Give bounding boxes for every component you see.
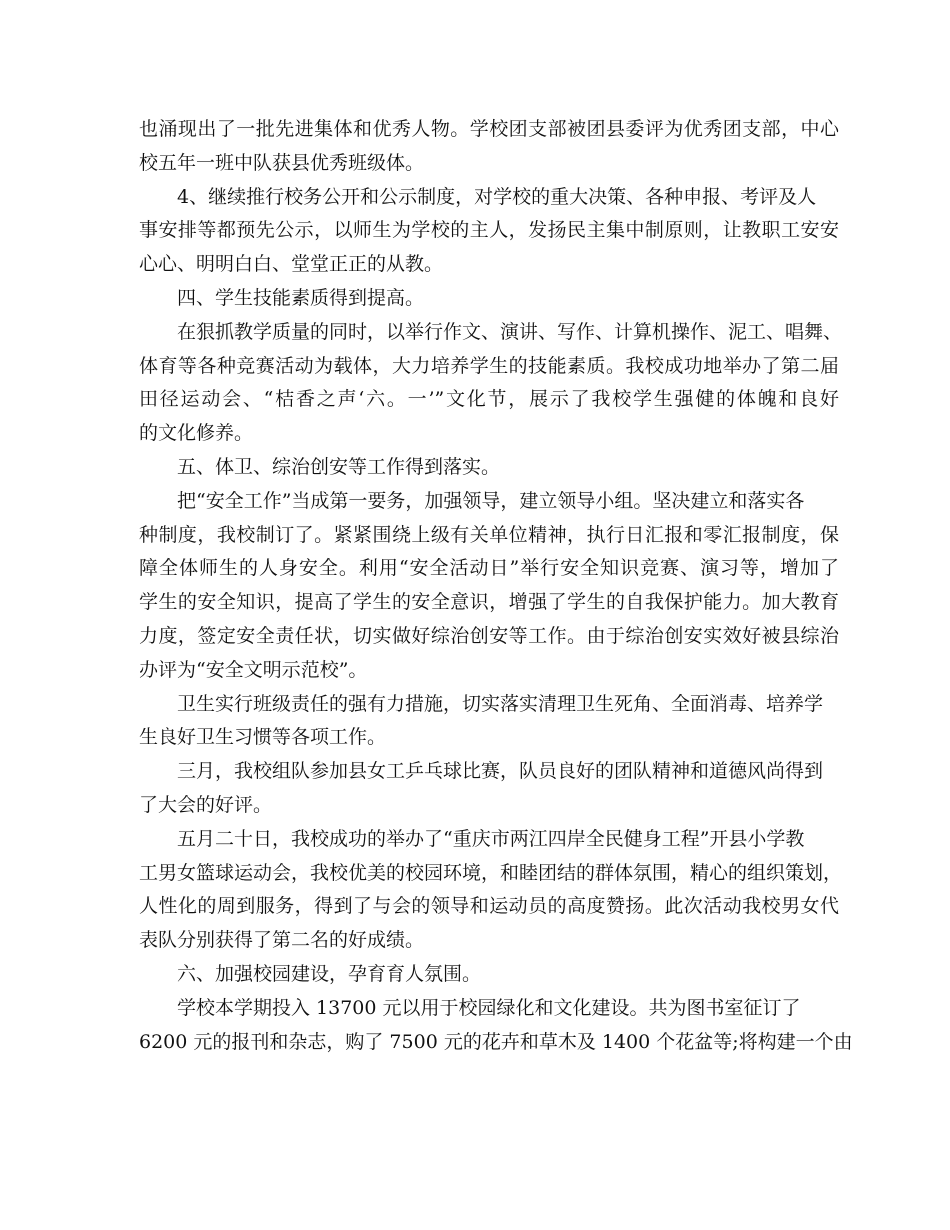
text-line: 的文化修养。 [139,422,254,445]
text-line: 生良好卫生习惯等各项工作。 [139,726,387,749]
section-heading: 四、学生技能素质得到提高。 [177,286,425,309]
text-line: 事安排等都预先公示，以师生为学校的主人，发扬民主集中制原则，让教职工安安 [139,219,839,242]
text-line: 表队分别获得了第二名的好成绩。 [139,929,425,952]
text-line: 把“安全工作”当成第一要务，加强领导，建立领导小组。坚决建立和落实各 [177,489,805,512]
text-line: 心心、明明白白、堂堂正正的从教。 [139,253,444,276]
text-line: 办评为“安全文明示范校”。 [139,658,368,681]
text-line: 在狠抓教学质量的同时，以举行作文、演讲、写作、计算机操作、泥工、唱舞、 [177,320,843,343]
text-line: 学校本学期投入 13700 元以用于校园绿化和文化建设。共为图书室征订了 [177,996,801,1019]
text-line: 田径运动会、“桔香之声‘六。一’”文化节，展示了我校学生强健的体魄和良好 [139,388,839,411]
section-heading: 五、体卫、综治创安等工作得到落实。 [177,455,501,478]
text-line: 体育等各种竞赛活动为载体，大力培养学生的技能素质。我校成功地举办了第二届 [139,354,839,377]
text-line: 卫生实行班级责任的强有力措施，切实落实清理卫生死角、全面消毒、培养学 [177,692,824,715]
text-line: 三月，我校组队参加县女工乒乓球比赛，队员良好的团队精神和道德风尚得到 [177,760,824,783]
text-line: 障全体师生的人身安全。利用“安全活动日”举行安全知识竞赛、演习等，增加了 [139,557,839,580]
document-body [139,113,853,1059]
text-line: 力度，签定安全责任状，切实做好综治创安等工作。由于综治创安实效好被县综治 [139,624,839,647]
text-line: 也涌现出了一批先进集体和优秀人物。学校团支部被团县委评为优秀团支部，中心 [139,118,839,140]
text-line: 了大会的好评。 [139,793,273,816]
text-line: 工男女篮球运动会，我校优美的校园环境，和睦团结的群体氛围，精心的组织策划， [139,861,843,884]
text-line: 4、继续推行校务公开和公示制度，对学校的重大决策、各种申报、考评及人 [177,185,817,208]
text-line: 6200 元的报刊和杂志，购了 7500 元的花卉和草木及 1400 个花盆等;将构建一个由 [139,1030,853,1053]
text-line: 学生的安全知识，提高了学生的安全意识，增强了学生的自我保护能力。加大教育 [139,591,839,614]
text-line: 五月二十日，我校成功的举办了“重庆市两江四岸全民健身工程”开县小学教 [177,827,805,850]
text-line: 种制度，我校制订了。紧紧围绕上级有关单位精神，执行日汇报和零汇报制度，保 [139,523,839,546]
text-line: 校五年一班中队获县优秀班级体。 [139,151,425,174]
section-heading: 六、加强校园建设，孕育育人氛围。 [177,962,482,985]
text-line: 人性化的周到服务，得到了与会的领导和运动员的高度赞扬。此次活动我校男女代 [139,895,839,918]
